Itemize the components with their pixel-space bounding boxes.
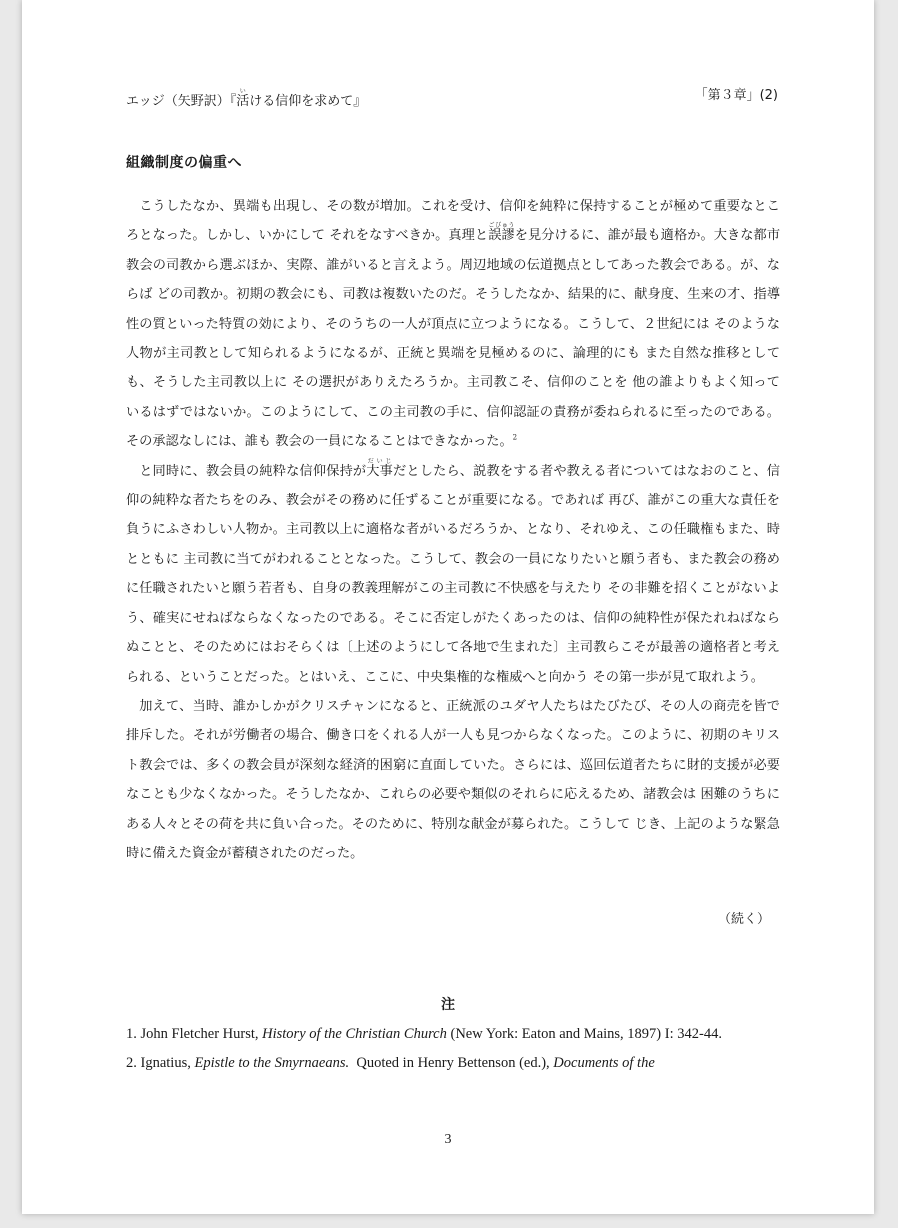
- paragraph-2: と同時に、教会員の純粋な信仰保持が大事だいじだとしたら、説教をする者や教える者についてはなおのこと、信仰の純粋な者たちをのみ、教会がその務めに任ずることが重要になる。であれば 再び、誰がこの重大な責任を負うにふさわしい人物か。主司教以上に適格な者がいるだろうか、となり、それゆえ、この任職権もまた、時とともに 主司教に当てがわれることとなった。こうして、教会の一員になりたいと願う者も、また教会の務めに任職されたいと願う若者も、自身の教義理解がこの主司教に不快感を与えたり その非難を招くことがないよう、確実にせねばならなくなったのである。そこに否定しがたくあったのは、信仰の純粋性が保たれねばならぬことと、そのためにはおそらくは〔上述のようにして各地で生まれた〕主司教らこそが最善の適格者と考えられる、ということだった。とはいえ、ここに、中央集権的な権威へと向かう その第一歩が見て取れよう。: [126, 457, 780, 685]
- document-page: [22, 0, 874, 1214]
- header-ruby: 活い: [236, 88, 250, 109]
- paragraph-3: 加えて、当時、誰かしかがクリスチャンになると、正統派のユダヤ人たちはたびたび、その人の商売を皆で排斥した。それが労働者の場合、働き口をくれる人が一人も見つからなくなった。このように、初期のキリスト教会では、多くの教会員が深刻な経済的困窮に直面していた。さらには、巡回伝道者たちに財的支援が必要なことも少なくなかった。そうしたなか、これらの必要や類似のそれらに応えるため、諸教会は 困難のうちにある人々とその荷を共に負い合った。そのために、特別な献金が募られた。こうして じき、上記のような緊急時に備えた資金が蓄積されたのだった。: [126, 698, 780, 861]
- ruby-daiji: 大事だいじ: [366, 457, 394, 479]
- ruby-gobyuu: 誤謬ごびゅう: [488, 222, 515, 244]
- note-1: 1. John Fletcher Hurst, History of the Christian Church (New York: Eaton and Mains, 1897) I: 342-44.: [126, 1026, 722, 1042]
- continued-label: （続く）: [717, 912, 770, 927]
- notes-list: [126, 1020, 780, 1077]
- paragraph-1: こうしたなか、異端も出現し、その数が増加。これを受け、信仰を純粋に保持することが極めて重要なところとなった。しかし、いかにして それをなすべきか。真理と誤謬ごびゅうを見分けるに、誰が最も適格か。大きな都市教会の司教から選ぶほか、実際、誰がいると言えよう。周辺地域の伝道拠点としてあった教会である。が、ならば どの司教か。初期の教会にも、司教は複数いたのだ。そうしたなか、結果的に、献身度、生来の才、指導性の質といった特質の効により、そのうちの一人が頂点に立つようになる。こうして、２世紀には そのような人物が主司教として知られるようになるが、正統と異端を見極めるのに、論理的にも また自然な推移としても、そうした主司教以上に その選択がありえたろうか。主司教こそ、信仰のことを 他の誰よりもよく知っているはずではないか。このようにして、この主司教の手に、信仰認証の責務が委ねられるに至ったのである。その承認なしには、誰も 教会の一員になることはできなかった。$^2$: [126, 199, 781, 450]
- page-number: 3: [444, 1132, 452, 1147]
- note-2: 2. Ignatius, Epistle to the Smyrnaeans. Quoted in Henry Bettenson (ed.), Documents of the: [126, 1054, 655, 1071]
- notes-title: 注: [441, 997, 455, 1013]
- body-text: [126, 192, 780, 868]
- header-book-title: エッジ（矢野訳）『活いける信仰を求めて』: [126, 88, 367, 109]
- header-chapter: 「第３章」(2): [694, 88, 778, 103]
- section-title: 組織制度の偏重へ: [126, 155, 242, 171]
- footnote-ref-2[interactable]: 2: [512, 433, 518, 442]
